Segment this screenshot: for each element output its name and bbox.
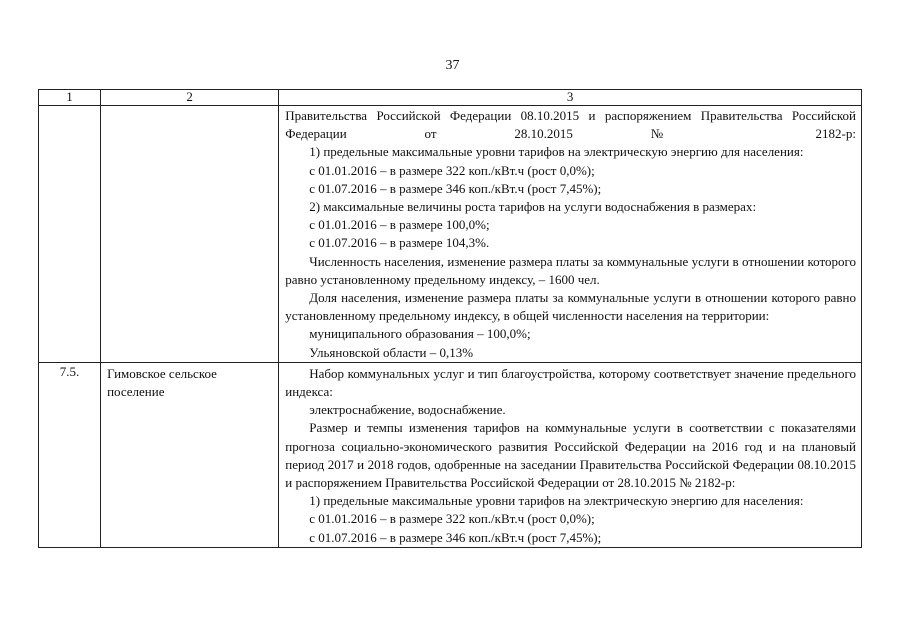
paragraph: электроснабжение, водоснабжение.: [309, 402, 506, 418]
column-header-3: 3: [279, 90, 862, 106]
row-name-cell: Гимовское сельское поселение: [101, 362, 279, 547]
paragraph: Численность населения, изменение размера платы за коммунальные услуги в отношении которого равно установленному предельному индексу, – 1600 чел.: [285, 253, 856, 287]
paragraph: 2) максимальные величины роста тарифов на услуги водоснабжения в размерах:: [309, 199, 757, 215]
paragraph: Ульяновской области – 0,13%: [309, 344, 474, 360]
column-header-1: 1: [39, 90, 101, 106]
paragraph: Набор коммунальных услуг и тип благоустройства, которому соответствует значение предельного индекса:: [285, 365, 856, 400]
row-number-cell: 7.5.: [39, 362, 101, 547]
tariff-table: [38, 89, 862, 548]
table-row: [39, 106, 862, 363]
paragraph: 1) предельные максимальные уровни тарифов на электрическую энергию для населения:: [309, 144, 804, 160]
column-header-2: 2: [101, 90, 279, 106]
paragraph: с 01.07.2016 – в размере 104,3%.: [309, 235, 490, 251]
paragraph: муниципального образования – 100,0%;: [309, 326, 531, 342]
paragraph: Доля населения, изменение размера платы за коммунальные услуги в отношении которого равно установленному предельному индексу, в общей численности населения на территории:: [285, 290, 856, 324]
paragraph: с 01.07.2016 – в размере 346 коп./кВт.ч (рост 7,45%);: [309, 529, 602, 545]
paragraph: Размер и темпы изменения тарифов на коммунальные услуги в соответствии с показателями прогноза социально-экономического развития Российской Федерации на 2016 год и на плановый период 2017 и 2018 годов, одобренные на заседании Правительства Российской Федерации 08.10.2015 и распоряжением Правительства Российской Федерации от 28.10.2015 № 2182-р:: [285, 420, 856, 491]
table-row: [39, 362, 862, 547]
row-number-cell: [39, 106, 101, 363]
paragraph: с 01.01.2016 – в размере 100,0%;: [309, 217, 490, 233]
paragraph: 1) предельные максимальные уровни тарифов на электрическую энергию для населения:: [309, 493, 804, 509]
paragraph: с 01.01.2016 – в размере 322 коп./кВт.ч (рост 0,0%);: [309, 511, 595, 527]
paragraph: с 01.07.2016 – в размере 346 коп./кВт.ч (рост 7,45%);: [309, 180, 602, 196]
paragraph: Правительства Российской Федерации 08.10.2015 и распоряжением Правительства Российской Федерации от 28.10.2015 № 2182-р:: [285, 108, 856, 142]
paragraph: с 01.01.2016 – в размере 322 коп./кВт.ч (рост 0,0%);: [309, 162, 595, 178]
row-name-cell: [101, 106, 279, 363]
row-content-cell: [279, 362, 862, 547]
page-number: 37: [445, 58, 460, 73]
row-content-cell: [279, 106, 862, 363]
table-header-row: [39, 90, 862, 106]
